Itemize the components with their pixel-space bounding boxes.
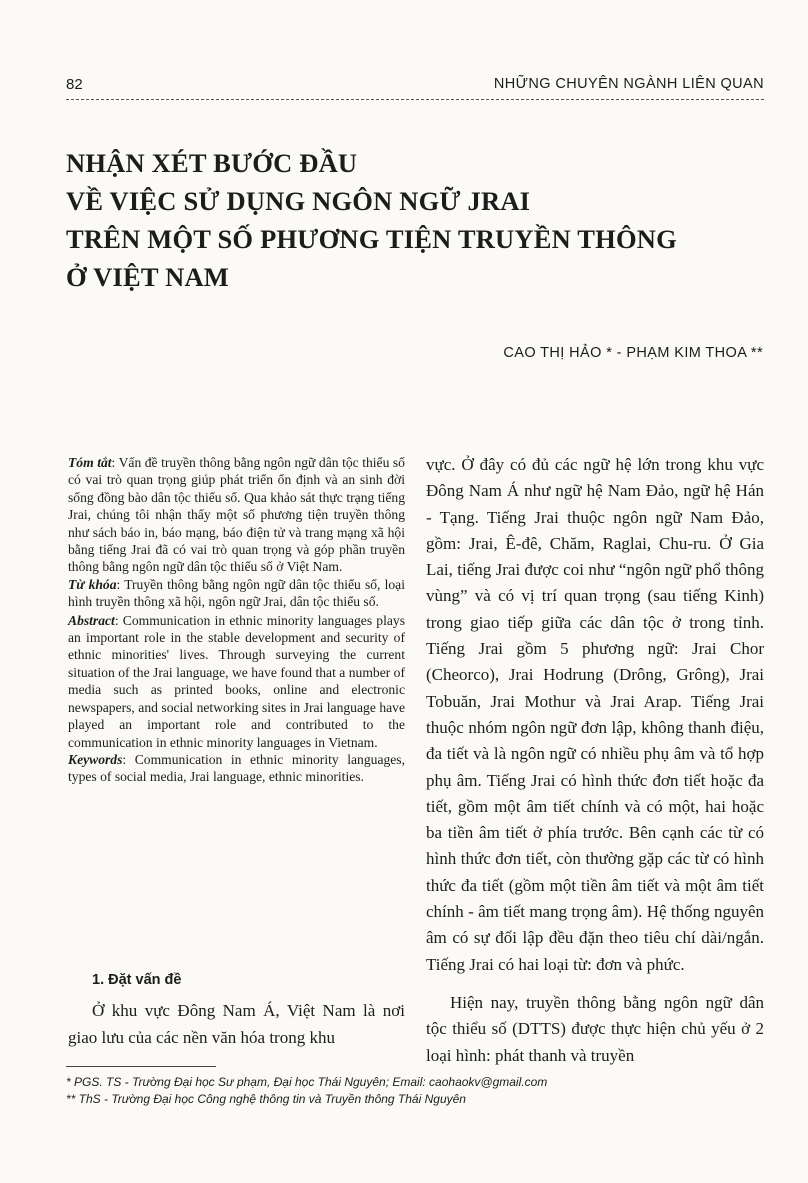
title-line: Ở VIỆT NAM [66, 262, 229, 292]
keywords-vi-label: Từ khóa [68, 576, 117, 592]
footnote-rule [66, 1066, 216, 1067]
authors: CAO THỊ HẢO * - PHẠM KIM THOA ** [503, 345, 763, 361]
abstract-block [68, 454, 405, 786]
keywords-vi-text: : Truyền thông bằng ngôn ngữ dân tộc thiểu số, loại hình truyền thông xã hội, ngôn ngữ Jrai, dân tộc thiểu số. [68, 576, 405, 610]
abstract-vi [68, 454, 405, 576]
page-header [66, 76, 764, 96]
keywords-en-text: : Communication in ethnic minority languages, types of social media, Jrai language, ethnic minorities. [68, 751, 405, 785]
intro-paragraph: Ở khu vực Đông Nam Á, Việt Nam là nơi giao lưu của các nền văn hóa trong khu [68, 1001, 405, 1047]
abstract-en [68, 612, 405, 751]
keywords-en [68, 751, 405, 786]
body-paragraph: vực. Ở đây có đủ các ngữ hệ lớn trong khu vực Đông Nam Á như ngữ hệ Nam Đảo, ngữ hệ Hán - Tạng. Tiếng Jrai thuộc ngôn ngữ Nam Đảo, gồm: Jrai, Ê-đê, Chăm, Raglai, Chu-ru. Ở Gia Lai, tiếng Jrai được coi như “ngôn ngữ phổ thông vùng” và có vị trí quan trọng (sau tiếng Kinh) trong giao tiếp giữa các dân tộc ở trong tỉnh. Tiếng Jrai gồm 5 phương ngữ: Jrai Chor (Cheorco), Jrai Hodrung (Drông, Grông), Jrai Tobuăn, Jrai Mothur và Jrai Arap. Tiếng Jrai thuộc nhóm ngôn ngữ đơn lập, không thanh điệu, đa tiết và là ngôn ngữ có nhiều phụ âm và tổ hợp phụ âm. Tiếng Jrai có hình thức đơn tiết hoặc đa tiết, gồm một âm tiết chính và có một, hai hoặc ba tiền âm tiết ở phía trước. Bên cạnh các từ có hình thức đơn tiết, còn thường gặp các từ có hình thức đa tiết (gồm một tiền âm tiết và một âm tiết chính - âm tiết mang trọng âm). Hệ thống nguyên âm có sự đối lập đều đặn theo tiêu chí dài/ngắn. Tiếng Jrai có hai loại từ: đơn và phức. [426, 455, 764, 974]
keywords-vi [68, 576, 405, 611]
section-heading: 1. Đặt vấn đề [92, 972, 182, 988]
abstract-en-text: : Communication in ethnic minority languages plays an important role in the stable development and security of ethnic minorities' lives. Through surveying the current situation of the Jrai language, we have found that a number of media such as printed books, online and electronic newspapers, and social networking sites in Jrai language have played an important role and contributed to the communication in ethnic minority languages in Vietnam. [68, 612, 405, 750]
abstract-en-label: Abstract [68, 612, 115, 628]
page-number: 82 [66, 76, 83, 93]
title-line: VỀ VIỆC SỬ DỤNG NGÔN NGỮ JRAI [66, 186, 531, 216]
abstract-vi-text: : Vấn đề truyền thông bằng ngôn ngữ dân tộc thiểu số có vai trò quan trọng giúp phát triển ổn định và an sinh đời sống đồng bào dân tộc thiểu số. Qua khảo sát thực trạng tiếng Jrai, chúng tôi nhận thấy một số phương tiện truyền thông như sách báo in, báo mạng, báo điện tử và trang mạng xã hội bằng tiếng Jrai đã có vai trò quan trọng và góp phần truyền thông bằng ngôn ngữ dân tộc thiểu số ở Việt Nam. [68, 455, 405, 575]
abstract-column [68, 454, 405, 786]
footnote: ** ThS - Trường Đại học Công nghệ thông tin và Truyền thông Thái Nguyên [66, 1092, 466, 1106]
footnotes [66, 1074, 766, 1108]
abstract-vi-label: Tóm tắt [68, 455, 112, 470]
body-paragraph: Hiện nay, truyền thông bằng ngôn ngữ dân tộc thiểu số (DTTS) được thực hiện chủ yếu ở 2 loại hình: phát thanh và truyền [426, 992, 764, 1065]
keywords-en-label: Keywords [68, 751, 123, 767]
header-rule [66, 99, 764, 100]
running-head: NHỮNG CHUYÊN NGÀNH LIÊN QUAN [493, 76, 764, 92]
footnote: * PGS. TS - Trường Đại học Sư phạm, Đại học Thái Nguyên; Email: caohaokv@gmail.com [66, 1075, 548, 1089]
title-line: TRÊN MỘT SỐ PHƯƠNG TIỆN TRUYỀN THÔNG [66, 224, 677, 254]
title-line: NHẬN XÉT BƯỚC ĐẦU [66, 148, 358, 178]
article-title [66, 144, 766, 296]
body-right-column [426, 452, 764, 1069]
